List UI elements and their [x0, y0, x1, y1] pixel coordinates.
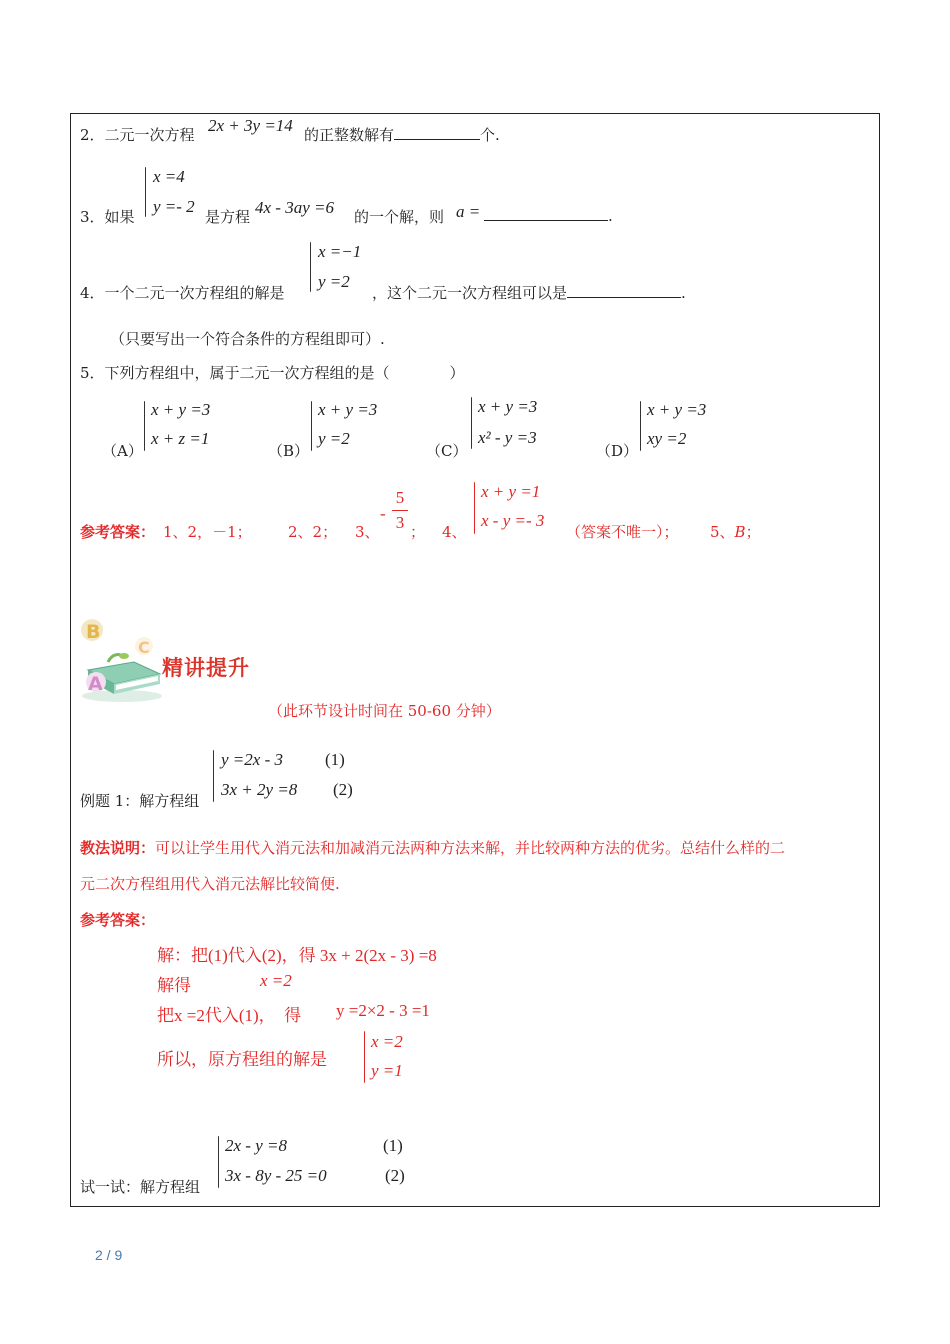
- example-1-eq-1: y =2x - 3: [221, 750, 283, 769]
- answer-1-part3: 3、: [355, 523, 380, 541]
- answer-2-line-2a: 解得: [157, 976, 191, 995]
- option-c-eq-2: x² - y =3: [478, 428, 537, 447]
- badge-letter-b: B: [86, 621, 101, 643]
- answer-1-part4: 4、: [442, 523, 467, 541]
- try-num-1: (1): [383, 1136, 403, 1155]
- method-line-1: 教法说明：可以让学生用代入消元法和加减消元法两种方法来解，并比较两种方法的优劣。总结什么样的二: [80, 839, 786, 857]
- question-2: 2．二元一次方程: [80, 126, 195, 144]
- example-1-num-2: (2): [333, 780, 353, 799]
- answer-1-part2: 2、2；: [288, 523, 338, 541]
- option-b-eq-2: y =2: [318, 429, 350, 448]
- answer-2-line-4: 所以，原方程组的解是: [157, 1050, 327, 1069]
- answer-1-brace: [474, 482, 475, 534]
- q3-var: a =: [456, 202, 481, 221]
- try-num-2: (2): [385, 1166, 405, 1185]
- method-line-2: 元二次方程组用代入消元法解比较简便.: [80, 875, 340, 893]
- answer-2-sys-1: x =2: [371, 1032, 403, 1051]
- question-5: 5．下列方程组中，属于二元一次方程组的是（ ）: [80, 364, 465, 382]
- example-1-num-1: (1): [325, 750, 345, 769]
- answer-2-line-3b: y =2×2 - 3 =1: [336, 1001, 430, 1020]
- q4-note: （只要写出一个符合条件的方程组即可）.: [110, 330, 385, 348]
- option-d-brace: [640, 401, 641, 451]
- option-a-eq-2: x + z =1: [151, 429, 210, 448]
- fraction-numerator: 5: [395, 488, 405, 507]
- try-brace: [218, 1136, 219, 1188]
- answer-2-line-2b: x =2: [260, 971, 292, 990]
- section-title: 精讲提升: [162, 656, 250, 680]
- answer-1-sys-2: x - y =- 3: [481, 511, 545, 530]
- q3-mid: 是方程: [205, 208, 251, 226]
- option-a-brace: [144, 401, 145, 451]
- section-time-note: （此环节设计时间在 50-60 分钟）: [268, 702, 501, 720]
- option-b-eq-1: x + y =3: [318, 400, 378, 419]
- answer-1-fraction: [392, 488, 408, 533]
- fraction-denominator: 3: [395, 513, 405, 532]
- q3-brace: [145, 167, 146, 217]
- answer-2-line-1: 解：把(1)代入(2)，得 3x + 2(2x - 3) =8: [157, 946, 437, 965]
- section-badge-illustration: [78, 618, 168, 704]
- q4-brace: [310, 242, 311, 292]
- option-b-brace: [311, 401, 312, 451]
- q3-sys-1: x =4: [153, 167, 185, 186]
- example-1-prefix: 例题 1：解方程组: [80, 792, 200, 810]
- option-b-label[interactable]: （B）: [268, 442, 310, 460]
- q2-suffix: 的正整数解有 个.: [304, 126, 500, 144]
- option-d-eq-2: xy =2: [647, 429, 687, 448]
- badge-letter-a: A: [88, 673, 103, 695]
- badge-letter-c: C: [138, 638, 150, 657]
- q4-suffix: ，这个二元一次方程组可以是 .: [372, 284, 686, 302]
- q4-sys-2: y =2: [318, 272, 350, 291]
- option-a-label[interactable]: （A）: [102, 442, 143, 460]
- answer-2-sys-2: y =1: [371, 1061, 403, 1080]
- option-d-label[interactable]: （D）: [596, 442, 639, 460]
- q3-equation: 4x - 3ay =6: [255, 198, 334, 217]
- q3-blank-wrap: .: [484, 206, 613, 225]
- option-a-eq-1: x + y =3: [151, 400, 211, 419]
- q2-equation: 2x + 3y =14: [208, 116, 293, 135]
- answer-2-line-3a: 把x =2代入(1)， 得: [157, 1006, 302, 1025]
- try-prefix: 试一试：解方程组: [80, 1178, 201, 1196]
- answer-1-sys-1: x + y =1: [481, 482, 541, 501]
- answer-1-sep3: ；: [410, 523, 426, 541]
- q4-answer-blank[interactable]: [567, 283, 681, 298]
- option-c-brace: [471, 397, 472, 449]
- answer-1-part1: 1、2，－1；: [163, 523, 252, 541]
- example-1-eq-2: 3x + 2y =8: [221, 780, 298, 799]
- q3-prefix: 3．如果: [80, 208, 135, 226]
- q3-sys-2: y =- 2: [153, 197, 195, 216]
- fraction-bar: [392, 510, 408, 511]
- answer-1-note: （答案不唯一）；: [566, 523, 679, 541]
- answer-2-label: 参考答案：: [80, 911, 156, 929]
- q4-sys-1: x =−1: [318, 242, 362, 261]
- answer-1-part5: 5、B；: [710, 523, 761, 541]
- option-c-label[interactable]: （C）: [426, 442, 468, 460]
- page-number: 2 / 9: [95, 1247, 123, 1263]
- try-eq-2: 3x - 8y - 25 =0: [225, 1166, 327, 1185]
- try-eq-1: 2x - y =8: [225, 1136, 287, 1155]
- q4-prefix: 4．一个二元一次方程组的解是: [80, 284, 285, 302]
- option-d-eq-1: x + y =3: [647, 400, 707, 419]
- book-abc-icon: [78, 618, 168, 704]
- q3-suffix: 的一个解，则: [354, 208, 445, 226]
- option-c-eq-1: x + y =3: [478, 397, 538, 416]
- example-1-brace: [213, 750, 214, 802]
- q2-answer-blank[interactable]: [394, 125, 480, 140]
- answer-2-brace: [364, 1031, 365, 1083]
- q3-answer-blank[interactable]: [484, 206, 608, 221]
- answer-1-label: 参考答案：: [80, 523, 156, 541]
- answer-1-minus: -: [380, 504, 386, 523]
